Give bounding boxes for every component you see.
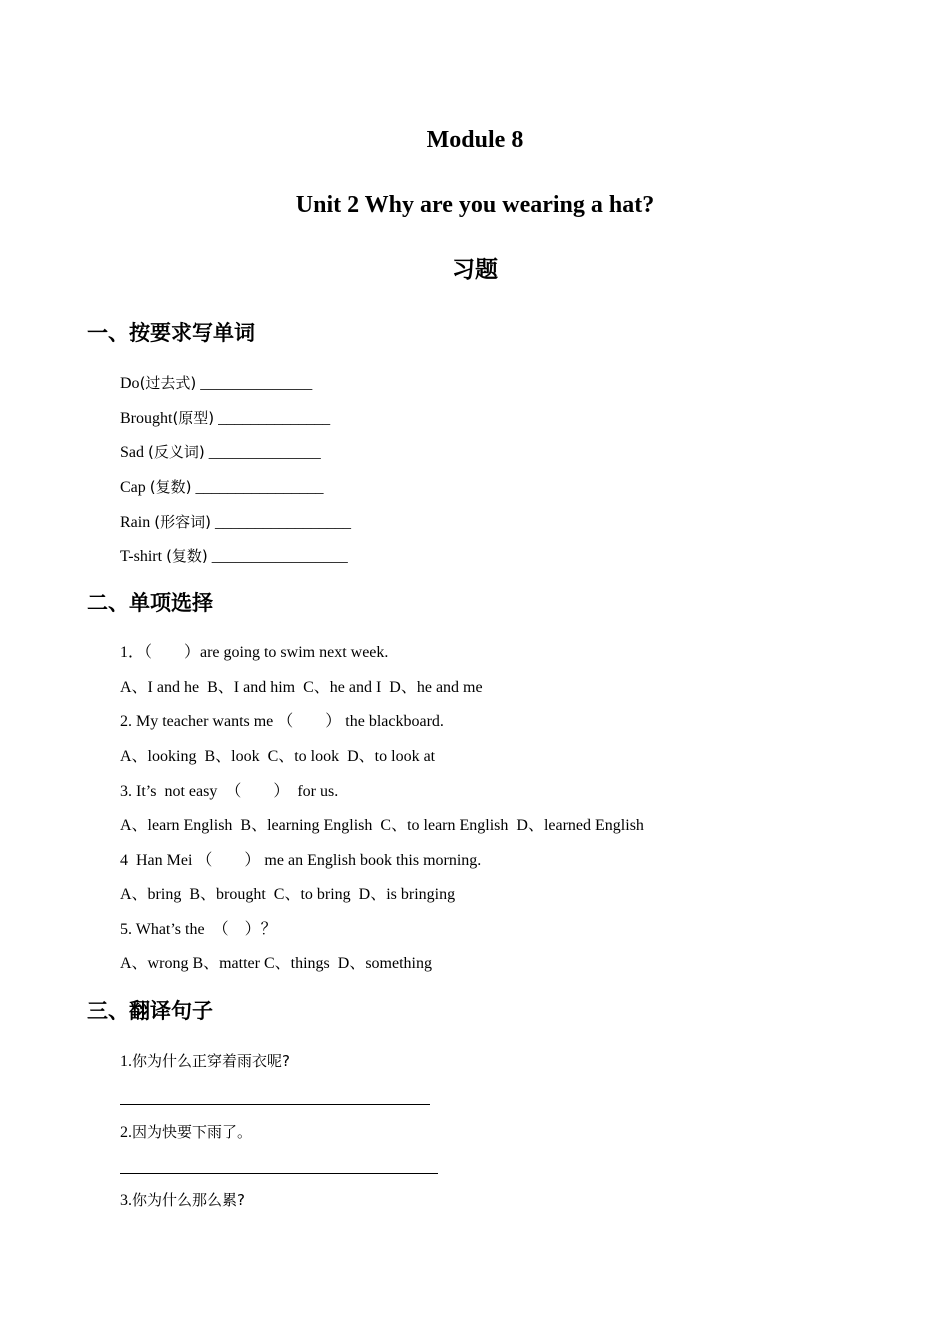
word: Cap [120, 479, 150, 496]
word-hint: (过去式) [139, 374, 197, 392]
module-title: Module 8 [426, 127, 524, 153]
word: Do [120, 375, 140, 392]
answer-line [120, 1173, 438, 1174]
question-3-options: A、learn English B、learning English C、to learn English D、learned English [120, 817, 644, 834]
answer-blank: _________________ [210, 514, 351, 531]
answer-blank: ______________ [204, 444, 321, 461]
answer-blank: _________________ [207, 548, 348, 565]
word-hint: (形容词) [154, 513, 211, 531]
item-number: 1. [120, 1053, 132, 1070]
question-2: 2. My teacher wants me （ ） the blackboard. [120, 713, 444, 730]
word-hint: (反义词) [148, 443, 205, 461]
word-item-5 [120, 511, 351, 534]
section-3-heading: 三、翻译句子 [87, 999, 213, 1023]
word-item-3 [120, 441, 321, 464]
question-4-options: A、bring B、brought C、to bring D、is bringing [120, 886, 456, 903]
question-4: 4 Han Mei （ ） me an English book this morning. [120, 852, 482, 869]
answer-blank: ______________ [196, 375, 313, 392]
word: T-shirt [120, 548, 167, 565]
item-number: 3. [120, 1192, 132, 1209]
word-item-4 [120, 476, 324, 499]
word: Sad [120, 444, 148, 461]
item-number: 2. [120, 1124, 132, 1141]
item-text: 你为什么正穿着雨衣呢? [132, 1052, 290, 1070]
translate-item-3 [120, 1189, 245, 1212]
word: Rain [120, 514, 155, 531]
translate-item-1 [120, 1050, 290, 1073]
translate-item-2 [120, 1121, 252, 1144]
question-2-options: A、looking B、look C、to look D、to look at [120, 748, 436, 765]
unit-title: Unit 2 Why are you wearing a hat? [295, 192, 655, 218]
question-3: 3. It’s not easy （ ） for us. [120, 783, 339, 800]
section-1-heading: 一、按要求写单词 [87, 321, 255, 345]
item-text: 你为什么那么累? [132, 1191, 245, 1209]
section-2-heading: 二、单项选择 [87, 591, 213, 615]
answer-line [120, 1104, 430, 1105]
word: Brought [120, 410, 173, 427]
item-text: 因为快要下雨了。 [132, 1123, 253, 1141]
word-hint: (复数) [149, 478, 192, 496]
word-item-1 [120, 372, 312, 395]
question-5-options: A、wrong B、matter C、things D、something [120, 955, 432, 972]
word-hint: (原型) [172, 409, 215, 427]
word-item-6 [120, 545, 348, 568]
question-1-options: A、I and he B、I and him C、he and I D、he and me [120, 679, 483, 696]
question-1: 1．（ ）are going to swim next week. [120, 644, 389, 661]
word-hint: (复数) [166, 547, 208, 565]
answer-blank: ________________ [191, 479, 324, 496]
word-item-2 [120, 407, 330, 430]
question-5: 5. What’s the （ ）？ [120, 921, 277, 938]
exercise-subtitle: 习题 [452, 257, 498, 283]
answer-blank: ______________ [214, 410, 331, 427]
